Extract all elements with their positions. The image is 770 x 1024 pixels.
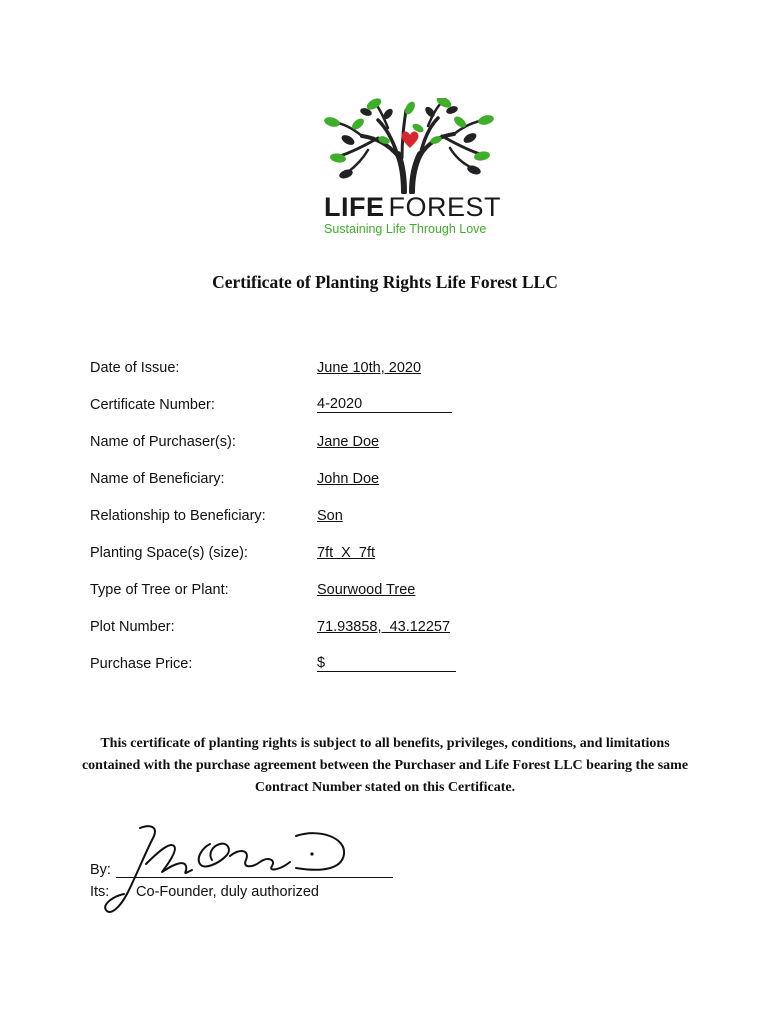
- logo-name-bold: LIFE: [324, 192, 385, 222]
- logo-tagline: Sustaining Life Through Love: [324, 222, 487, 236]
- field-value: Jane Doe: [317, 434, 380, 450]
- field-date-of-issue: [90, 360, 650, 380]
- field-beneficiary: [90, 471, 650, 491]
- field-label: Name of Purchaser(s):: [90, 434, 236, 450]
- signer-title: Co-Founder, duly authorized: [136, 884, 319, 900]
- field-label: Type of Tree or Plant:: [90, 582, 229, 598]
- field-value: 7ft X 7ft: [317, 545, 376, 561]
- field-value: $: [317, 656, 456, 672]
- certificate-title: Certificate of Planting Rights Life Forest LLC: [212, 272, 558, 292]
- field-certificate-number: [90, 397, 650, 417]
- field-purchase-price: [90, 656, 650, 676]
- field-value: 4-2020: [317, 397, 452, 413]
- field-plot-number: [90, 619, 650, 639]
- signature-mark: [100, 820, 360, 920]
- field-value: 71.93858, 43.12257: [317, 619, 451, 635]
- field-label: Plot Number:: [90, 619, 175, 635]
- logo-name-light: FOREST: [388, 192, 502, 222]
- life-forest-logo: [318, 98, 500, 238]
- tree-icon: [318, 98, 500, 194]
- field-label: Planting Space(s) (size):: [90, 545, 248, 561]
- field-value: Son: [317, 508, 343, 524]
- field-relationship: [90, 508, 650, 528]
- field-planting-space: [90, 545, 650, 565]
- signature-line: [116, 877, 393, 878]
- field-value: June 10th, 2020: [317, 360, 422, 376]
- field-label: Purchase Price:: [90, 656, 193, 672]
- field-purchaser: [90, 434, 650, 454]
- field-label: Name of Beneficiary:: [90, 471, 225, 487]
- field-value: Sourwood Tree: [317, 582, 416, 598]
- by-label: By:: [90, 862, 111, 878]
- heart-icon: [401, 131, 418, 148]
- field-label: Date of Issue:: [90, 360, 180, 376]
- field-tree-type: [90, 582, 650, 602]
- field-value: John Doe: [317, 471, 380, 487]
- logo-wordmark: [324, 194, 501, 221]
- certificate-notice: This certificate of planting rights is subject to all benefits, privileges, conditions, and limitations contained with the purchase agreement between the Purchaser and Life Forest LLC bearing the same Contract Number stated on this Certificate.: [81, 736, 689, 795]
- its-label: Its:: [90, 884, 110, 900]
- field-label: Relationship to Beneficiary:: [90, 508, 266, 524]
- field-label: Certificate Number:: [90, 397, 215, 413]
